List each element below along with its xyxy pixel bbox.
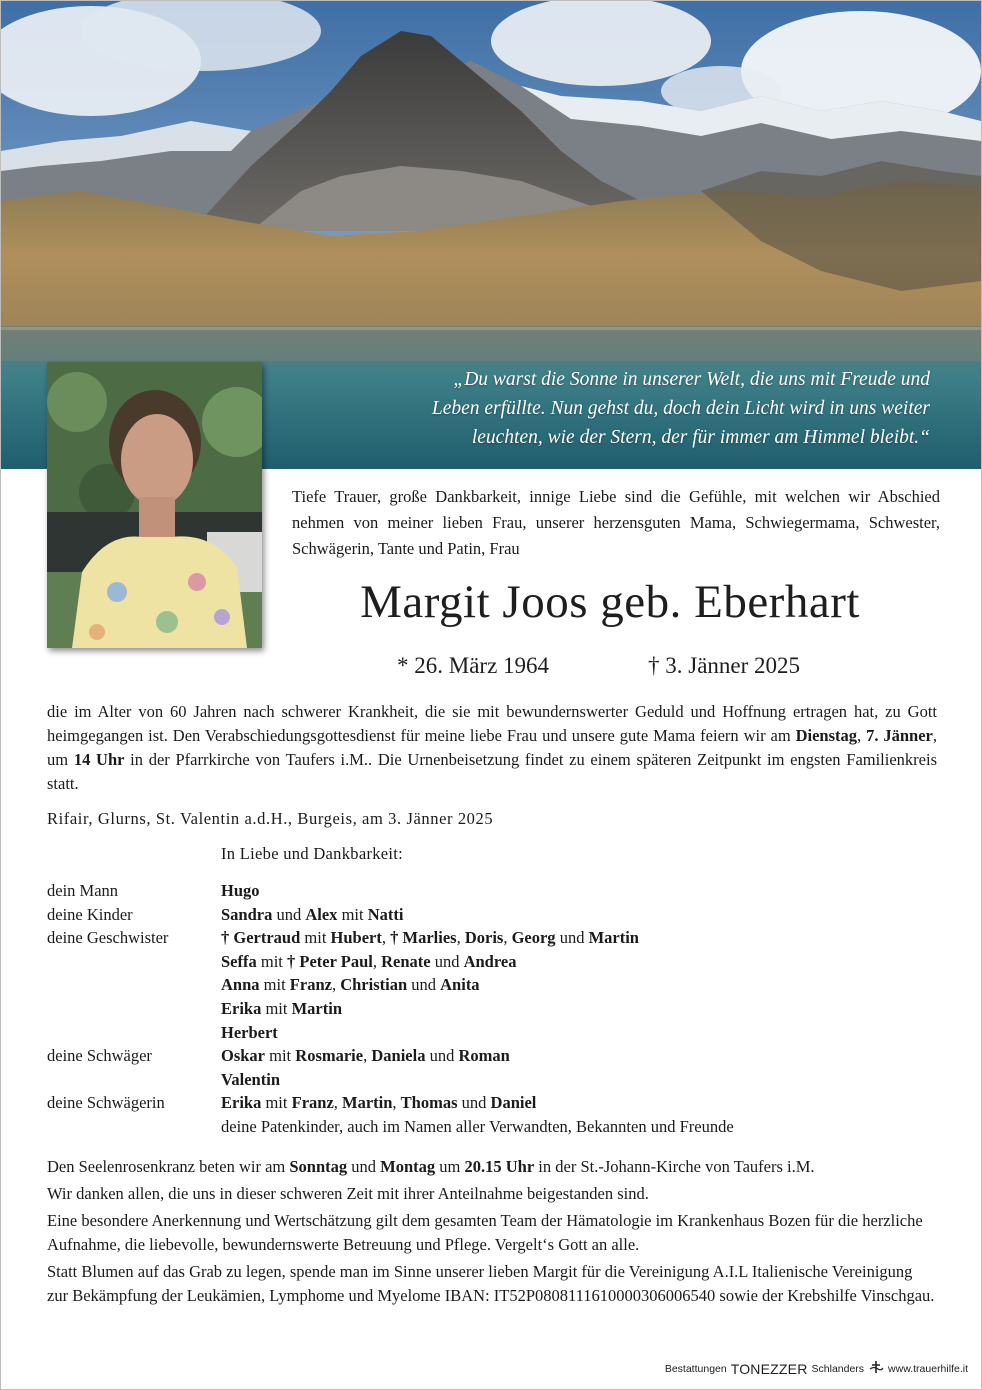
text-run: um [435, 1157, 465, 1176]
bold-text: Sonntag [289, 1157, 348, 1176]
mourner-names [221, 1068, 280, 1092]
mourner-names [221, 926, 639, 950]
relation-label: dein Mann [47, 881, 119, 900]
mourner-names [221, 1044, 510, 1068]
bold-text: † Peter Paul [287, 951, 373, 971]
closing-paragraph [47, 1260, 937, 1308]
bold-text: Martin [291, 998, 343, 1018]
bold-text: 20.15 Uhr [464, 1157, 535, 1176]
text-run: mit [265, 1046, 296, 1066]
mourner-names [221, 950, 516, 974]
text-run: , [857, 726, 867, 745]
relation-label [47, 1021, 221, 1045]
text-run: mit [261, 1093, 292, 1113]
bold-text: Seffa [221, 951, 257, 971]
bold-text: Natti [367, 904, 404, 924]
bold-text: Rosmarie [295, 1046, 364, 1066]
bold-text: Renate [381, 951, 431, 971]
text-run: und [555, 928, 589, 948]
text-run: mit [261, 998, 292, 1018]
dove-cross-icon [868, 1360, 884, 1377]
bold-text: Martin [588, 928, 639, 948]
mourner-names [221, 1021, 278, 1045]
bold-text: Alex [305, 904, 338, 924]
bold-text: Andrea [463, 951, 517, 971]
bold-text: † Gertraud [221, 928, 301, 948]
text-run: Den Seelenrosenkranz beten wir am [47, 1157, 290, 1176]
quote-line: leuchten, wie der Stern, der für immer am Himmel bleibt.“ [471, 427, 930, 448]
relation-label [47, 973, 221, 997]
mourner-row [47, 1115, 734, 1139]
bold-text: Franz [291, 1093, 334, 1113]
relation-label [47, 997, 221, 1021]
bold-text: Daniela [371, 1046, 426, 1066]
mourner-names [221, 879, 260, 903]
relation-label [47, 950, 221, 974]
quote-line: „Du warst die Sonne in unserer Welt, die uns mit Freude und [453, 369, 930, 390]
text-run: mit [256, 951, 288, 971]
text-run: und [407, 975, 441, 995]
bold-text: Roman [458, 1046, 510, 1066]
place-date-line: Rifair, Glurns, St. Valentin a.d.H., Burgeis, am 3. Jänner 2025 [47, 809, 494, 828]
bold-text: Anita [440, 975, 480, 995]
bold-text: 14 Uhr [73, 750, 125, 769]
bold-text: Christian [340, 975, 408, 995]
bold-text: 7. Jänner [866, 726, 933, 745]
in-liebe-heading: In Liebe und Dankbarkeit: [221, 844, 404, 863]
closing-text [47, 1155, 937, 1311]
bold-text: Thomas [400, 1093, 458, 1113]
mourner-row [47, 973, 734, 997]
footer-url: www.trauerhilfe.it [888, 1362, 968, 1375]
text-run: und [457, 1093, 491, 1113]
text-run: und [272, 904, 306, 924]
text-run: und [425, 1046, 459, 1066]
text-run: , [381, 928, 391, 948]
mourner-row [47, 1044, 734, 1068]
text-run: , um [47, 726, 938, 769]
text-run: in der Pfarrkirche von Taufers i.M.. Die Urnenbeisetzung findet zu einem späteren Zeitpunkt im engsten Familienkreis statt. [47, 750, 937, 793]
footer-prefix: Bestattungen [664, 1362, 727, 1375]
text-run: Eine besondere Anerkennung und Wertschätzung gilt dem gesamten Team der Hämatologie im Krankenhaus Bozen für die herzliche Aufnahme, die liebevolle, bewundernswerte Betreuung und Pflege. Vergelt‘s Gott an alle. [47, 1211, 923, 1254]
announcement-text [47, 700, 937, 796]
text-run: die im Alter von 60 Jahren nach schwerer Krankheit, die sie mit bewundernswerter Geduld und Hoffnung ertragen hat, zu Gott heimgegangen ist. Den Verabschiedungsgottesdienst für meine liebe Frau und unsere gute Mama feiern wir am [47, 702, 937, 745]
mourner-row [47, 1091, 734, 1115]
bold-text: Herbert [221, 1022, 278, 1042]
birth-date: * 26. März 1964 [397, 653, 550, 678]
mourner-names [221, 973, 480, 997]
bold-text: Montag [380, 1157, 436, 1176]
bold-text: Doris [464, 928, 504, 948]
text-run: , [503, 928, 512, 948]
bold-text: Franz [289, 975, 332, 995]
text-run: und [430, 951, 464, 971]
bold-text: Anna [221, 975, 260, 995]
text-run: deine Patenkinder, auch im Namen aller Verwandten, Bekannten und Freunde [221, 1116, 734, 1136]
mourner-row [47, 926, 734, 950]
bold-text: Daniel [490, 1093, 537, 1113]
text-run: Statt Blumen auf das Grab zu legen, spende man im Sinne unserer lieben Margit für die Vereinigung A.I.L Italienische Vereinigung zur Bekämpfung der Leukämien, Lymphome und Myelome IBAN: IT52P0808111610000306006540 sowie der Krebshilfe Vinschgau. [47, 1262, 935, 1305]
text-run: mit [259, 975, 290, 995]
deceased-name: Margit Joos geb. Eberhart [360, 576, 860, 628]
mourner-names [221, 1115, 734, 1139]
mourners-list [47, 879, 734, 1139]
bold-text: † Marlies [390, 928, 457, 948]
mourner-row [47, 1021, 734, 1045]
bold-text: Hubert [330, 928, 382, 948]
bold-text: Martin [342, 1093, 393, 1113]
text-run: in der St.-Johann-Kirche von Taufers i.M. [534, 1157, 815, 1176]
mourner-row [47, 950, 734, 974]
closing-paragraph [47, 1155, 937, 1179]
text-run: mit [300, 928, 331, 948]
bold-text: Oskar [221, 1046, 266, 1066]
bold-text: Hugo [221, 881, 260, 900]
bold-text: Sandra [221, 904, 273, 924]
bold-text: Dienstag [795, 726, 858, 745]
text-run: mit [337, 904, 368, 924]
mourner-names [221, 903, 403, 927]
text-run: , [333, 1093, 343, 1113]
relation-label: deine Schwäger [47, 1046, 152, 1066]
relation-label: deine Schwägerin [47, 1093, 165, 1113]
funeral-home-brand: TONEZZER [730, 1360, 808, 1377]
bold-text: Valentin [221, 1069, 280, 1089]
death-date: † 3. Jänner 2025 [648, 653, 801, 678]
text-run: , [372, 951, 382, 971]
relation-label [47, 1115, 221, 1139]
text-run: Wir danken allen, die uns in dieser schweren Zeit mit ihrer Anteilnahme beigestanden sind. [47, 1184, 649, 1203]
relation-label: deine Kinder [47, 904, 133, 924]
funeral-home-footer [665, 1360, 968, 1377]
mourner-row [47, 1068, 734, 1092]
mourner-names [221, 1091, 536, 1115]
bold-text: Erika [221, 1093, 262, 1113]
relation-label: deine Geschwister [47, 928, 169, 948]
mourner-row [47, 997, 734, 1021]
text-run: , [392, 1093, 401, 1113]
mourner-names [221, 997, 342, 1021]
footer-suffix: Schlanders [811, 1362, 865, 1375]
mourner-row [47, 879, 734, 903]
quote-text [330, 365, 930, 452]
text-run: , [331, 975, 341, 995]
quote-line: Leben erfüllte. Nun gehst du, doch dein Licht wird in uns weiter [431, 398, 930, 419]
relation-label [47, 1068, 221, 1092]
mourner-row [47, 903, 734, 927]
text-run: , [363, 1046, 372, 1066]
text-run: und [347, 1157, 381, 1176]
intro-text: Tiefe Trauer, große Dankbarkeit, innige Liebe sind die Gefühle, mit welchen wir Abschied nehmen von meiner lieben Frau, unserer herzensguten Mama, Schwiegermama, Schwester, Schwägerin, Tante und Patin, Frau [292, 487, 940, 558]
bold-text: Erika [221, 998, 262, 1018]
bold-text: Georg [511, 928, 556, 948]
closing-paragraph [47, 1182, 937, 1206]
closing-paragraph [47, 1209, 937, 1257]
text-run: , [456, 928, 465, 948]
